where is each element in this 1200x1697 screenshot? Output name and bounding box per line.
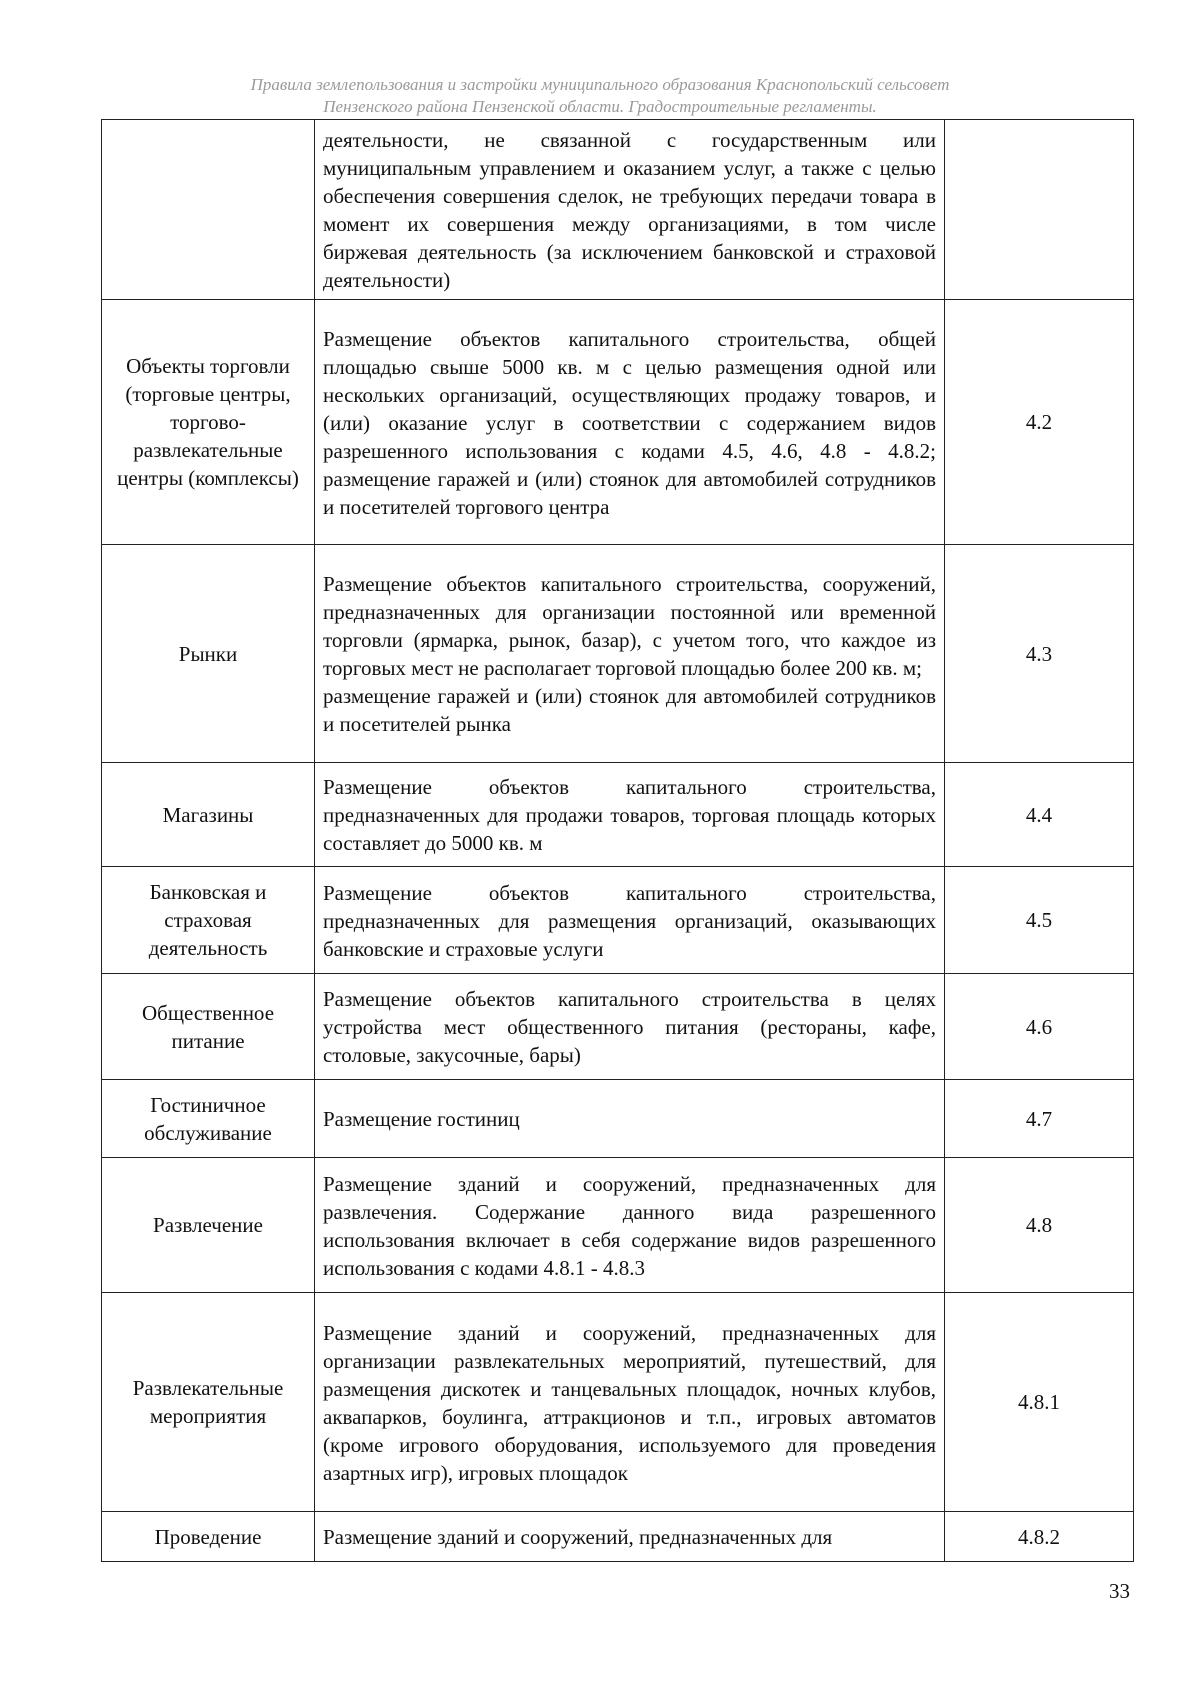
- use-name-cell: Общественное питание: [102, 974, 315, 1080]
- use-name-cell: Развлекательные мероприятия: [102, 1293, 315, 1512]
- table-row: [102, 545, 1134, 763]
- table-row: [102, 120, 1134, 300]
- page-number: 33: [1109, 1579, 1130, 1603]
- use-code-cell: 4.3: [945, 545, 1134, 763]
- use-code-cell: 4.4: [945, 763, 1134, 867]
- use-code-cell: 4.5: [945, 867, 1134, 974]
- use-description-cell: Размещение зданий и сооружений, предназначенных для развлечения. Содержание данного вида разрешенного использования включает в себя содержание видов разрешенного использования с кодами 4.8.1 - 4.8.3: [315, 1158, 945, 1293]
- table-row: [102, 867, 1134, 974]
- use-description-cell: Размещение зданий и сооружений, предназначенных для: [315, 1512, 945, 1562]
- use-name-cell: Гостиничное обслуживание: [102, 1080, 315, 1158]
- running-header: [150, 74, 1050, 118]
- table-row: [102, 974, 1134, 1080]
- use-name-cell: [102, 120, 315, 300]
- use-name-cell: Рынки: [102, 545, 315, 763]
- use-code-cell: [945, 120, 1134, 300]
- running-header-line-2: Пензенского района Пензенской области. Градостроительные регламенты.: [323, 97, 877, 116]
- use-description-cell: Размещение объектов капитального строительства, предназначенных для размещения организаций, оказывающих банковские и страховые услуги: [315, 867, 945, 974]
- use-description-cell: [315, 545, 945, 763]
- use-code-cell: 4.8.2: [945, 1512, 1134, 1562]
- table-row: [102, 1512, 1134, 1562]
- use-code-cell: 4.6: [945, 974, 1134, 1080]
- table-row: [102, 1293, 1134, 1512]
- use-code-cell: 4.7: [945, 1080, 1134, 1158]
- use-description-cell: Размещение объектов капитального строительства в целях устройства мест общественного питания (рестораны, кафе, столовые, закусочные, бары): [315, 974, 945, 1080]
- use-description-paragraph: размещение гаражей и (или) стоянок для автомобилей сотрудников и посетителей рынка: [323, 684, 936, 736]
- use-description-cell: Размещение объектов капитального строительства, общей площадью свыше 5000 кв. м с целью размещения одной или нескольких организаций, осуществляющих продажу товаров, и (или) оказание услуг в соответствии с содержанием видов разрешенного использования с кодами 4.5, 4.6, 4.8 - 4.8.2; размещение гаражей и (или) стоянок для автомобилей сотрудников и посетителей торгового центра: [315, 300, 945, 545]
- table-row: [102, 1158, 1134, 1293]
- use-code-cell: 4.2: [945, 300, 1134, 545]
- use-description-cell: Размещение гостиниц: [315, 1080, 945, 1158]
- table-row: [102, 1080, 1134, 1158]
- use-name-cell: Объекты торговли (торговые центры, торгово-развлекательные центры (комплексы): [102, 300, 315, 545]
- use-code-cell: 4.8: [945, 1158, 1134, 1293]
- running-header-line-1: Правила землепользования и застройки муниципального образования Краснопольский сельсовет: [250, 75, 950, 94]
- table-row: [102, 300, 1134, 545]
- use-name-cell: Проведение: [102, 1512, 315, 1562]
- use-description-paragraph: Размещение объектов капитального строительства, сооружений, предназначенных для организации постоянной или временной торговли (ярмарка, рынок, базар), с учетом того, что каждое из торговых мест не располагает торговой площадью более 200 кв. м;: [323, 572, 936, 680]
- use-description-cell: Размещение зданий и сооружений, предназначенных для организации развлекательных мероприятий, путешествий, для размещения дискотек и танцевальных площадок, ночных клубов, аквапарков, боулинга, аттракционов и т.п., игровых автоматов (кроме игрового оборудования, используемого для проведения азартных игр), игровых площадок: [315, 1293, 945, 1512]
- use-code-cell: 4.8.1: [945, 1293, 1134, 1512]
- table-row: [102, 763, 1134, 867]
- use-name-cell: Развлечение: [102, 1158, 315, 1293]
- use-description-cell: деятельности, не связанной с государственным или муниципальным управлением и оказанием услуг, а также с целью обеспечения совершения сделок, не требующих передачи товара в момент их совершения между организациями, в том числе биржевая деятельность (за исключением банковской и страховой деятельности): [315, 120, 945, 300]
- land-use-table: [101, 119, 1134, 1562]
- use-description-cell: Размещение объектов капитального строительства, предназначенных для продажи товаров, торговая площадь которых составляет до 5000 кв. м: [315, 763, 945, 867]
- use-name-cell: Магазины: [102, 763, 315, 867]
- use-name-cell: Банковская и страховая деятельность: [102, 867, 315, 974]
